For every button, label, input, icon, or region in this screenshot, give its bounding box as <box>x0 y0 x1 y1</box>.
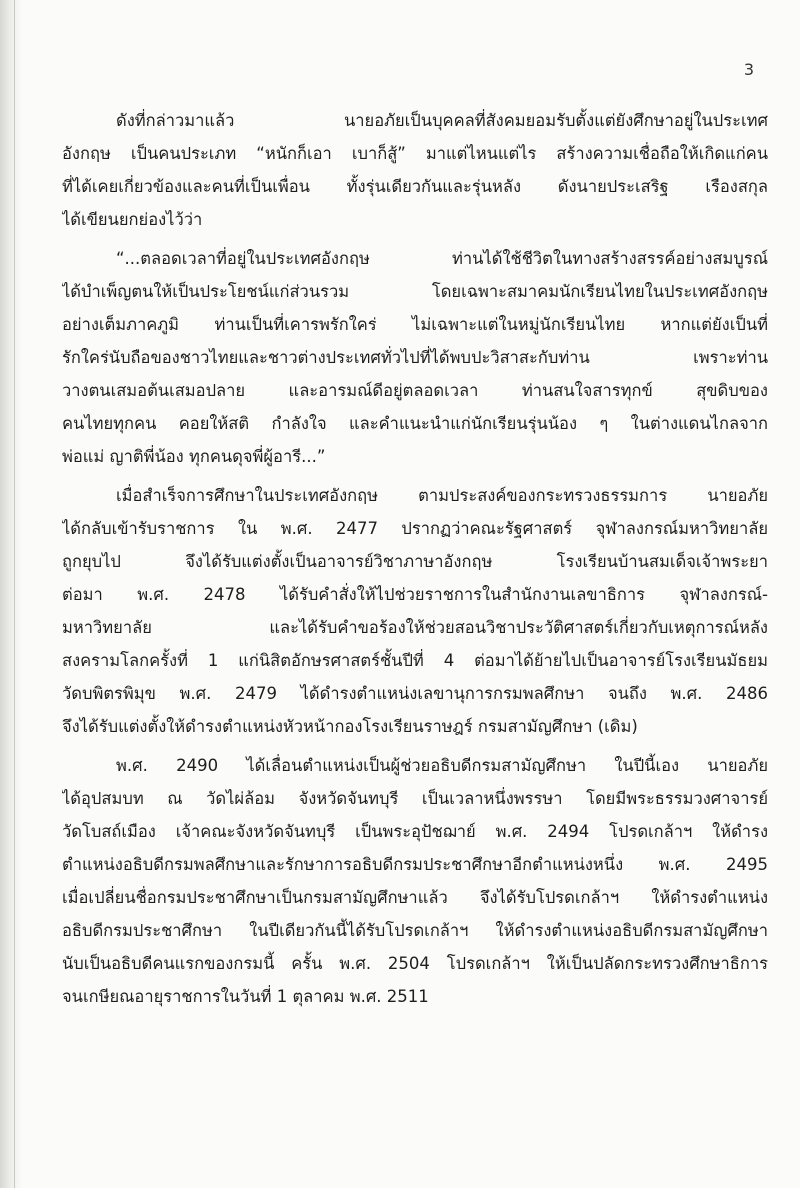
text-line: ดังที่กล่าวมาแล้ว นายอภัยเป็นบุคคลที่สังคมยอมรับตั้งแต่ยังศึกษาอยู่ในประเทศ <box>116 111 768 130</box>
quote-paragraph <box>62 242 768 473</box>
text-line: อังกฤษ เป็นคนประเภท “หนักก็เอา เบาก็สู้” มาแต่ไหนแต่ไร สร้างความเชื่อถือให้เกิดแก่คน <box>62 144 768 163</box>
paragraph-3 <box>62 479 768 743</box>
paragraph-4 <box>62 749 768 1013</box>
text-line: วัดโบสถ์เมือง เจ้าคณะจังหวัดจันทบุรี เป็นพระอุปัชฌาย์ พ.ศ. 2494 โปรดเกล้าฯ ให้ดำรง <box>62 822 768 841</box>
text-line: พ่อแม่ ญาติพี่น้อง ทุกคนดุจพี่ผู้อารี...” <box>62 447 326 466</box>
text-line: ได้เขียนยกย่องไว้ว่า <box>62 210 203 229</box>
page-number: 3 <box>743 60 754 79</box>
text-line: “...ตลอดเวลาที่อยู่ในประเทศอังกฤษ ท่านได้ใช้ชีวิตในทางสร้างสรรค์อย่างสมบูรณ์ <box>116 249 768 268</box>
text-line: อย่างเต็มภาคภูมิ ท่านเป็นที่เคารพรักใคร่ ไม่เฉพาะแต่ในหมู่นักเรียนไทย หากแต่ยังเป็นที่ <box>62 315 768 334</box>
text-line: พ.ศ. 2490 ได้เลื่อนตำแหน่งเป็นผู้ช่วยอธิบดีกรมสามัญศึกษา ในปีนี้เอง นายอภัย <box>116 756 768 775</box>
page-binding-line <box>14 0 15 1188</box>
page-binding-shadow <box>0 0 22 1188</box>
text-line: มหาวิทยาลัย และได้รับคำขอร้องให้ช่วยสอนวิชาประวัติศาสตร์เกี่ยวกับเหตุการณ์หลัง <box>62 618 768 637</box>
text-line: ตำแหน่งอธิบดีกรมพลศึกษาและรักษาการอธิบดีกรมประชาศึกษาอีกตำแหน่งหนึ่ง พ.ศ. 2495 <box>62 855 768 874</box>
text-line: จนเกษียณอายุราชการในวันที่ 1 ตุลาคม พ.ศ. 2511 <box>62 987 429 1006</box>
paragraph-1 <box>62 104 768 236</box>
text-line: วัดบพิตรพิมุข พ.ศ. 2479 ได้ดำรงตำแหน่งเลขานุการกรมพลศึกษา จนถึง พ.ศ. 2486 <box>62 684 768 703</box>
text-line: ถูกยุบไป จึงได้รับแต่งตั้งเป็นอาจารย์วิชาภาษาอังกฤษ โรงเรียนบ้านสมเด็จเจ้าพระยา <box>62 552 768 571</box>
text-line: รักใคร่นับถือของชาวไทยและชาวต่างประเทศทั่วไปที่ได้พบปะวิสาสะกับท่าน เพราะท่าน <box>62 348 768 367</box>
text-line: ที่ได้เคยเกี่ยวข้องและคนที่เป็นเพื่อน ทั้งรุ่นเดียวกันและรุ่นหลัง ดังนายประเสริฐ เรืองสกุล <box>62 177 768 196</box>
text-line: สงครามโลกครั้งที่ 1 แก่นิสิตอักษรศาสตร์ชั้นปีที่ 4 ต่อมาได้ย้ายไปเป็นอาจารย์โรงเรียนมัธยม <box>62 651 768 670</box>
text-line: วางตนเสมอต้นเสมอปลาย และอารมณ์ดีอยู่ตลอดเวลา ท่านสนใจสารทุกข์ สุขดิบของ <box>62 381 768 400</box>
text-line: เมื่อสำเร็จการศึกษาในประเทศอังกฤษ ตามประสงค์ของกระทรวงธรรมการ นายอภัย <box>116 486 768 505</box>
text-line: อธิบดีกรมประชาศึกษา ในปีเดียวกันนี้ได้รับโปรดเกล้าฯ ให้ดำรงตำแหน่งอธิบดีกรมสามัญศึกษา <box>62 921 768 940</box>
text-line: เมื่อเปลี่ยนชื่อกรมประชาศึกษาเป็นกรมสามัญศึกษาแล้ว จึงได้รับโปรดเกล้าฯ ให้ดำรงตำแหน่ง <box>62 888 768 907</box>
text-line: ได้อุปสมบท ณ วัดไผ่ล้อม จังหวัดจันทบุรี เป็นเวลาหนึ่งพรรษา โดยมีพระธรรมวงศาจารย์ <box>62 789 768 808</box>
text-line: ได้กลับเข้ารับราชการ ใน พ.ศ. 2477 ปรากฏว่าคณะรัฐศาสตร์ จุฬาลงกรณ์มหาวิทยาลัย <box>62 519 768 538</box>
text-line: ได้บำเพ็ญตนให้เป็นประโยชน์แก่ส่วนรวม โดยเฉพาะสมาคมนักเรียนไทยในประเทศอังกฤษ <box>62 282 768 301</box>
text-line: จึงได้รับแต่งตั้งให้ดำรงตำแหน่งหัวหน้ากองโรงเรียนราษฎร์ กรมสามัญศึกษา (เดิม) <box>62 717 638 736</box>
body-text <box>62 104 768 1013</box>
text-line: นับเป็นอธิบดีคนแรกของกรมนี้ ครั้น พ.ศ. 2504 โปรดเกล้าฯ ให้เป็นปลัดกระทรวงศึกษาธิการ <box>62 954 768 973</box>
text-line: คนไทยทุกคน คอยให้สติ กำลังใจ และคำแนะนำแก่นักเรียนรุ่นน้อง ๆ ในต่างแดนไกลจาก <box>62 414 768 433</box>
text-line: ต่อมา พ.ศ. 2478 ได้รับคำสั่งให้ไปช่วยราชการในสำนักงานเลขาธิการ จุฬาลงกรณ์- <box>62 585 768 604</box>
